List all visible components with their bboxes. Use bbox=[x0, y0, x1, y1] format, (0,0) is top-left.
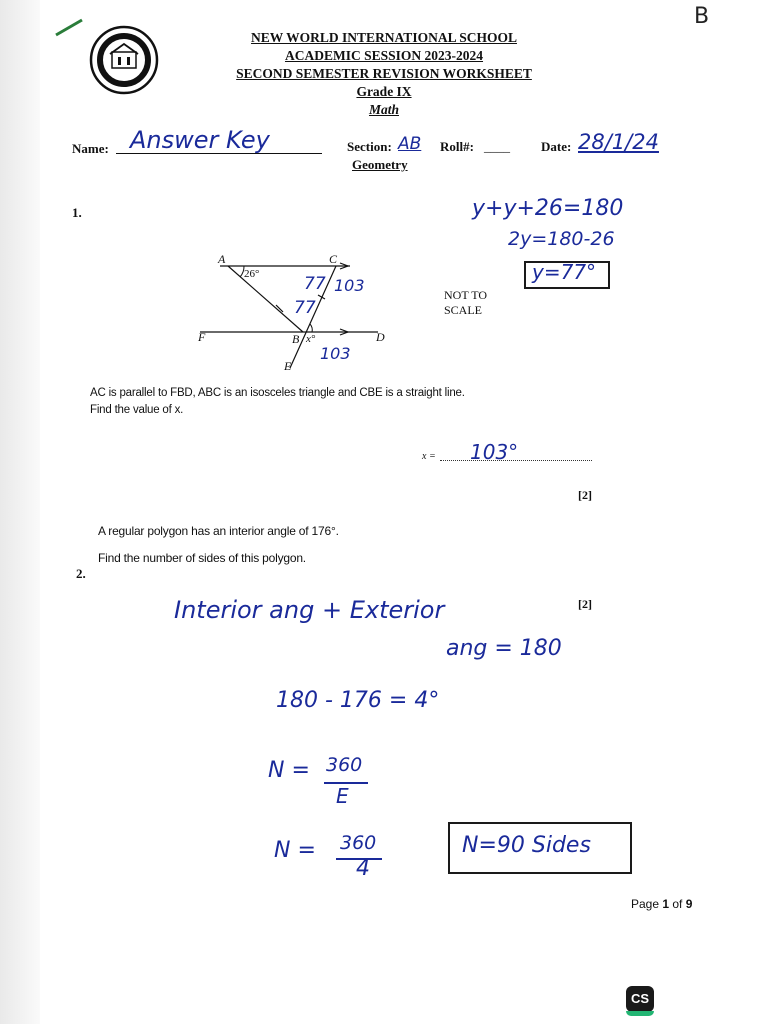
angle-26-label: 26° bbox=[244, 268, 260, 280]
q1-text-line-1: AC is parallel to FBD, ABC is an isosceles triangle and CBE is a straight line. bbox=[90, 387, 465, 399]
not-to-scale-1: NOT TO bbox=[444, 288, 488, 302]
not-to-scale-2: SCALE bbox=[444, 303, 483, 317]
q1-working-line-1: y+y+26=180 bbox=[472, 196, 624, 221]
q1-working-line-2: 2y=180-26 bbox=[508, 228, 615, 250]
school-name: NEW WORLD INTERNATIONAL SCHOOL bbox=[251, 30, 517, 45]
q2-answer-value: N=90 Sides bbox=[462, 833, 591, 858]
q2-formula-1-num: 360 bbox=[326, 754, 363, 776]
q1-diagram bbox=[190, 250, 390, 375]
q2-number: 2. bbox=[76, 566, 86, 581]
point-a-label: A bbox=[218, 252, 226, 266]
q2-marks: [2] bbox=[578, 597, 592, 611]
roll-value[interactable]: ____ bbox=[484, 139, 510, 154]
page-edge-shadow bbox=[0, 0, 40, 1024]
point-f-label: F bbox=[198, 330, 206, 344]
date-value: 28/1/24 bbox=[578, 130, 659, 154]
line-ab bbox=[228, 266, 303, 332]
topic: Geometry bbox=[352, 157, 408, 172]
q1-number: 1. bbox=[72, 205, 82, 220]
q2-formula-1-den: E bbox=[336, 784, 349, 808]
q2-text-line-2: Find the number of sides of this polygon. bbox=[98, 551, 306, 565]
page-num: 1 bbox=[662, 897, 670, 911]
angle-x-label: x° bbox=[306, 333, 316, 345]
page-mid: of bbox=[669, 897, 686, 911]
q1-text-line-2: Find the value of x. bbox=[90, 404, 184, 416]
q2-formula-2-den: 4 bbox=[356, 856, 370, 881]
q2-formula-2-lhs: N = bbox=[274, 838, 316, 863]
point-d-label: D bbox=[376, 330, 385, 344]
q2-formula-2-num: 360 bbox=[340, 832, 377, 854]
date-label: Date: bbox=[541, 139, 572, 154]
q2-working-line-1: Interior ang + Exterior bbox=[174, 596, 445, 624]
q2-text-line-1: A regular polygon has an interior angle of 176°. bbox=[98, 524, 339, 538]
point-c-label: C bbox=[329, 252, 338, 266]
subject: Math bbox=[368, 102, 399, 117]
name-value: Answer Key bbox=[130, 126, 270, 154]
version-mark: B bbox=[694, 4, 710, 29]
worksheet-title: SECOND SEMESTER REVISION WORKSHEET bbox=[236, 66, 532, 81]
q2-working-line-2: ang = 180 bbox=[446, 636, 562, 661]
point-e-label: E bbox=[284, 359, 292, 373]
page-prefix: Page bbox=[631, 897, 663, 911]
page-total: 9 bbox=[685, 897, 693, 911]
grade: Grade IX bbox=[356, 84, 412, 99]
page-number bbox=[631, 897, 692, 911]
roll-label: Roll#: bbox=[440, 139, 474, 154]
annotation-103-top: 103 bbox=[334, 276, 365, 295]
q2-formula-1-lhs: N = bbox=[268, 758, 310, 783]
q1-answer-label: x = bbox=[422, 451, 436, 462]
q1-working-line-3: y=77° bbox=[532, 260, 597, 284]
academic-session: ACADEMIC SESSION 2023-2024 bbox=[284, 48, 484, 63]
annotation-77-mid: 77 bbox=[294, 298, 316, 318]
point-b-label: B bbox=[292, 332, 300, 346]
q2-working-line-3: 180 - 176 = 4° bbox=[276, 688, 440, 713]
q1-marks: [2] bbox=[578, 488, 592, 502]
q1-answer-value: 103° bbox=[470, 440, 519, 464]
name-label: Name: bbox=[72, 141, 109, 156]
annotation-103-bottom: 103 bbox=[320, 344, 351, 363]
camscanner-logo-icon: CS bbox=[626, 986, 654, 1012]
section-value: AB bbox=[398, 134, 422, 154]
annotation-77-top: 77 bbox=[304, 274, 326, 294]
section-label: Section: bbox=[347, 139, 392, 154]
